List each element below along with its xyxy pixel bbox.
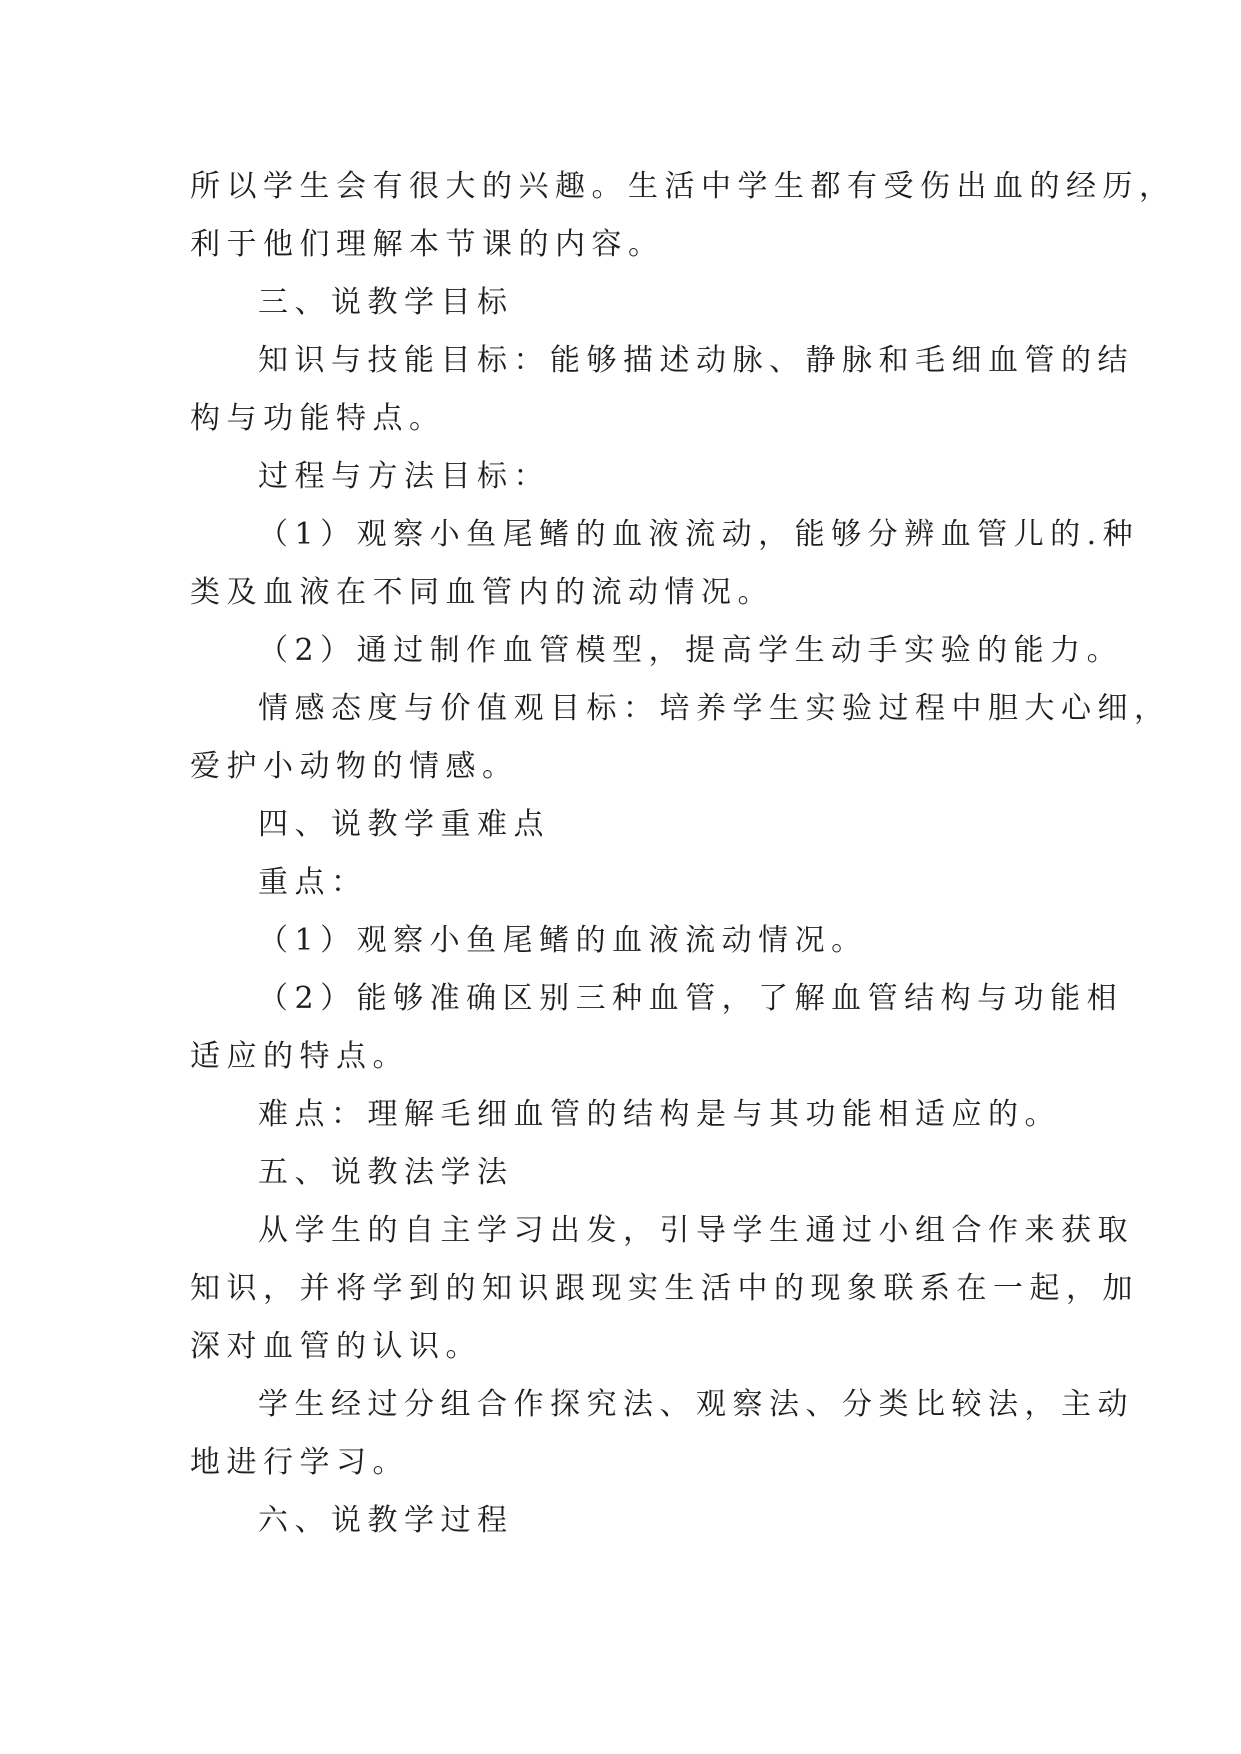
paragraph-line: 所以学生会有很大的兴趣。生活中学生都有受伤出血的经历，: [190, 169, 1176, 204]
list-item-line: （1）观察小鱼尾鳍的血液流动，能够分辨血管儿的.种: [258, 517, 1140, 552]
paragraph-line: 爱护小动物的情感。: [190, 749, 519, 784]
paragraph-line: 适应的特点。: [190, 1039, 409, 1074]
list-item-line: （2）能够准确区别三种血管，了解血管结构与功能相: [258, 981, 1124, 1016]
paragraph-line: 知识，并将学到的知识跟现实生活中的现象联系在一起，加: [190, 1271, 1139, 1306]
section-heading: 五、说教法学法: [258, 1155, 514, 1190]
paragraph-line: 重点：: [258, 865, 368, 900]
section-heading: 三、说教学目标: [258, 285, 514, 320]
paragraph-line: 情感态度与价值观目标：培养学生实验过程中胆大心细，: [258, 691, 1171, 726]
paragraph-line: 地进行学习。: [190, 1445, 409, 1480]
paragraph-line: 利于他们理解本节课的内容。: [190, 227, 665, 262]
paragraph-line: 过程与方法目标：: [258, 459, 550, 494]
section-heading: 六、说教学过程: [258, 1503, 514, 1538]
paragraph-line: 类及血液在不同血管内的流动情况。: [190, 575, 774, 610]
paragraph-line: 从学生的自主学习出发，引导学生通过小组合作来获取: [258, 1213, 1134, 1248]
list-item-line: （1）观察小鱼尾鳍的血液流动情况。: [258, 923, 868, 958]
paragraph-line: 难点：理解毛细血管的结构是与其功能相适应的。: [258, 1097, 1061, 1132]
section-heading: 四、说教学重难点: [258, 807, 550, 842]
paragraph-line: 深对血管的认识。: [190, 1329, 482, 1364]
paragraph-line: 知识与技能目标：能够描述动脉、静脉和毛细血管的结: [258, 343, 1134, 378]
list-item-line: （2）通过制作血管模型，提高学生动手实验的能力。: [258, 633, 1124, 668]
paragraph-line: 构与功能特点。: [190, 401, 446, 436]
paragraph-line: 学生经过分组合作探究法、观察法、分类比较法，主动: [258, 1387, 1134, 1422]
